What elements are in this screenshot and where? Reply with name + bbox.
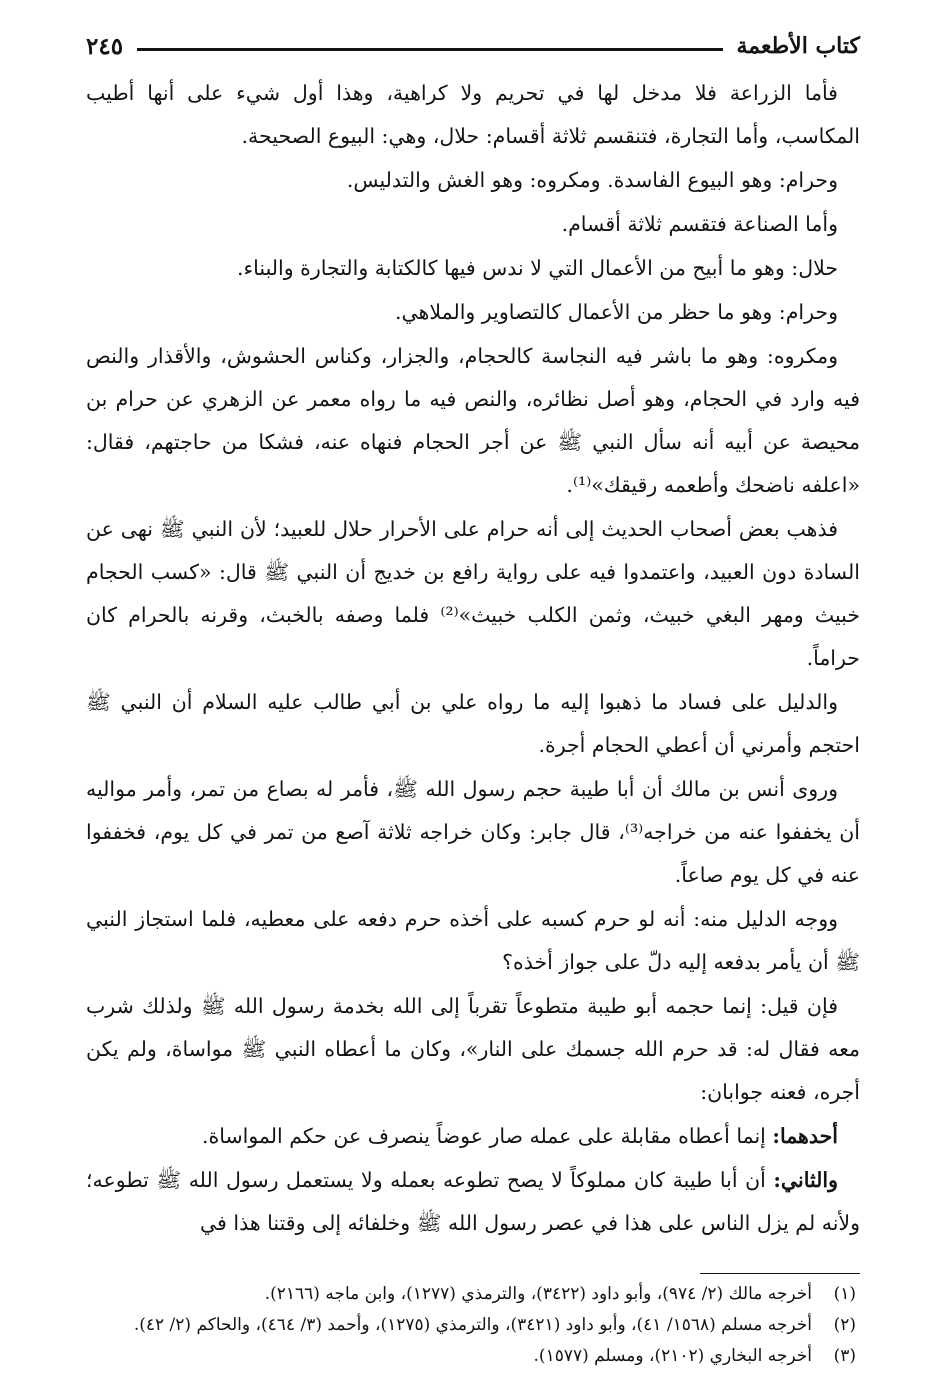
paragraph-text: وحرام: وهو ما حظر من الأعمال كالتصاوير والملاهي. — [394, 300, 838, 324]
book-page — [86, 22, 860, 1366]
paragraph-text: فأما الزراعة فلا مدخل لها في تحريم ولا كراهية، وهذا أول شيء على أنها أطيب المكاسب، وأما التجارة، فتنقسم ثلاثة أقسام: حلال، وهي: البيوع الصحيحة. — [86, 81, 860, 148]
paragraph-text: ووجه الدليل منه: أنه لو حرم كسبه على أخذه حرم دفعه على معطيه، فلما استجاز النبي ﷺ أن يأمر بدفعه إليه دلّ على جواز أخذه؟ — [86, 907, 860, 974]
paragraph — [86, 247, 860, 290]
paragraph — [86, 681, 860, 767]
footnote-text: أخرجه مالك (٢/ ٩٧٤)، وأبو داود (٣٤٢٢)، والترمذي (١٢٧٧)، وابن ماجه (٢١٦٦). — [264, 1284, 812, 1304]
paragraph — [86, 508, 860, 680]
main-text — [86, 72, 860, 1245]
paragraph-text: حلال: وهو ما أبيح من الأعمال التي لا ندس فيها كالكتابة والتجارة والبناء. — [237, 256, 838, 280]
paragraph-text: أن أبا طيبة كان مملوكاً لا يصح تطوعه بعمله ولا يستعمل رسول الله ﷺ تطوعه؛ ولأنه لم يزل الناس على هذا في عصر رسول الله ﷺ وخلفائه إلى وقتنا هذا في — [86, 1168, 860, 1235]
paragraph — [86, 1159, 860, 1245]
footnote-number: (٣) — [833, 1346, 856, 1366]
paragraph — [86, 768, 860, 897]
page-number: ٢٤٥ — [86, 32, 124, 60]
paragraph-text: وروى أنس بن مالك أن أبا طيبة حجم رسول الله ﷺ، فأمر له بصاع من تمر، وأمر مواليه أن يخففوا عنه من خراجه⁽³⁾، قال جابر: وكان خراجه ثلاثة آصع من تمر في كل يوم، فخففوا عنه في كل يوم صاعاً. — [86, 777, 860, 887]
footnote-text: أخرجه البخاري (٢١٠٢)، ومسلم (١٥٧٧). — [533, 1346, 812, 1366]
footnote-number: (١) — [833, 1284, 856, 1304]
footnote-separator — [700, 1273, 860, 1274]
paragraph-text: وحرام: وهو البيوع الفاسدة. ومكروه: وهو الغش والتدليس. — [346, 168, 838, 192]
chapter-title: كتاب الأطعمة — [736, 33, 860, 59]
paragraph-text: فذهب بعض أصحاب الحديث إلى أنه حرام على الأحرار حلال للعبيد؛ لأن النبي ﷺ نهى عن السادة دون العبيد، واعتمدوا فيه على رواية رافع بن خديج أن النبي ﷺ قال: «كسب الحجام خبيث ومهر البغي خبيث، وثمن الكلب خبيث»⁽²⁾ فلما وصفه بالخبث، وقرنه بالحرام كان حراماً. — [86, 517, 860, 670]
paragraph-text: فإن قيل: إنما حجمه أبو طيبة متطوعاً تقرباً إلى الله بخدمة رسول الله ﷺ ولذلك شرب معه فقال له: قد حرم الله جسمك على النار»، وكان ما أعطاه النبي ﷺ مواساة، ولم يكن أجره، فعنه جوابان: — [86, 994, 860, 1104]
paragraph-text: والدليل على فساد ما ذهبوا إليه ما رواه علي بن أبي طالب عليه السلام أن النبي ﷺ احتجم وأمرني أن أعطي الحجام أجرة. — [86, 690, 860, 757]
paragraph-lead: والثاني: — [773, 1168, 838, 1192]
footnote-text: أخرجه مسلم (١٥٦٨/ ٤١)، وأبو داود (٣٤٢١)، والترمذي (١٢٧٥)، وأحمد (٣/ ٤٦٤)، والحاكم (٢/ ٤٢). — [133, 1315, 812, 1335]
footnote — [86, 1280, 860, 1309]
footnotes — [86, 1280, 860, 1371]
paragraph-lead: أحدهما: — [772, 1124, 838, 1148]
paragraph — [86, 898, 860, 984]
paragraph-text: إنما أعطاه مقابلة على عمله صار عوضاً ينصرف عن حكم المواساة. — [201, 1124, 773, 1148]
paragraph-text: ومكروه: وهو ما باشر فيه النجاسة كالحجام، والجزار، وكناس الحشوش، والأقذار والنص فيه وارد في الحجام، وهو أصل نظائره، والنص فيه ما رواه معمر عن الزهري عن حرام بن محيصة عن أبيه أنه سأل النبي ﷺ عن أجر الحجام فنهاه عنه، فشكا من حاجتهم، فقال: «اعلفه ناضحك وأطعمه رقيقك»⁽¹⁾. — [86, 344, 860, 497]
running-header — [86, 22, 860, 70]
footnote — [86, 1342, 860, 1371]
paragraph — [86, 1115, 860, 1158]
paragraph — [86, 335, 860, 507]
footnote-number: (٢) — [833, 1315, 856, 1335]
paragraph — [86, 72, 860, 158]
paragraph — [86, 203, 860, 246]
paragraph-text: وأما الصناعة فتقسم ثلاثة أقسام. — [561, 212, 838, 236]
footnote — [86, 1311, 860, 1340]
header-rule — [137, 48, 722, 51]
paragraph — [86, 291, 860, 334]
paragraph — [86, 985, 860, 1114]
paragraph — [86, 159, 860, 202]
